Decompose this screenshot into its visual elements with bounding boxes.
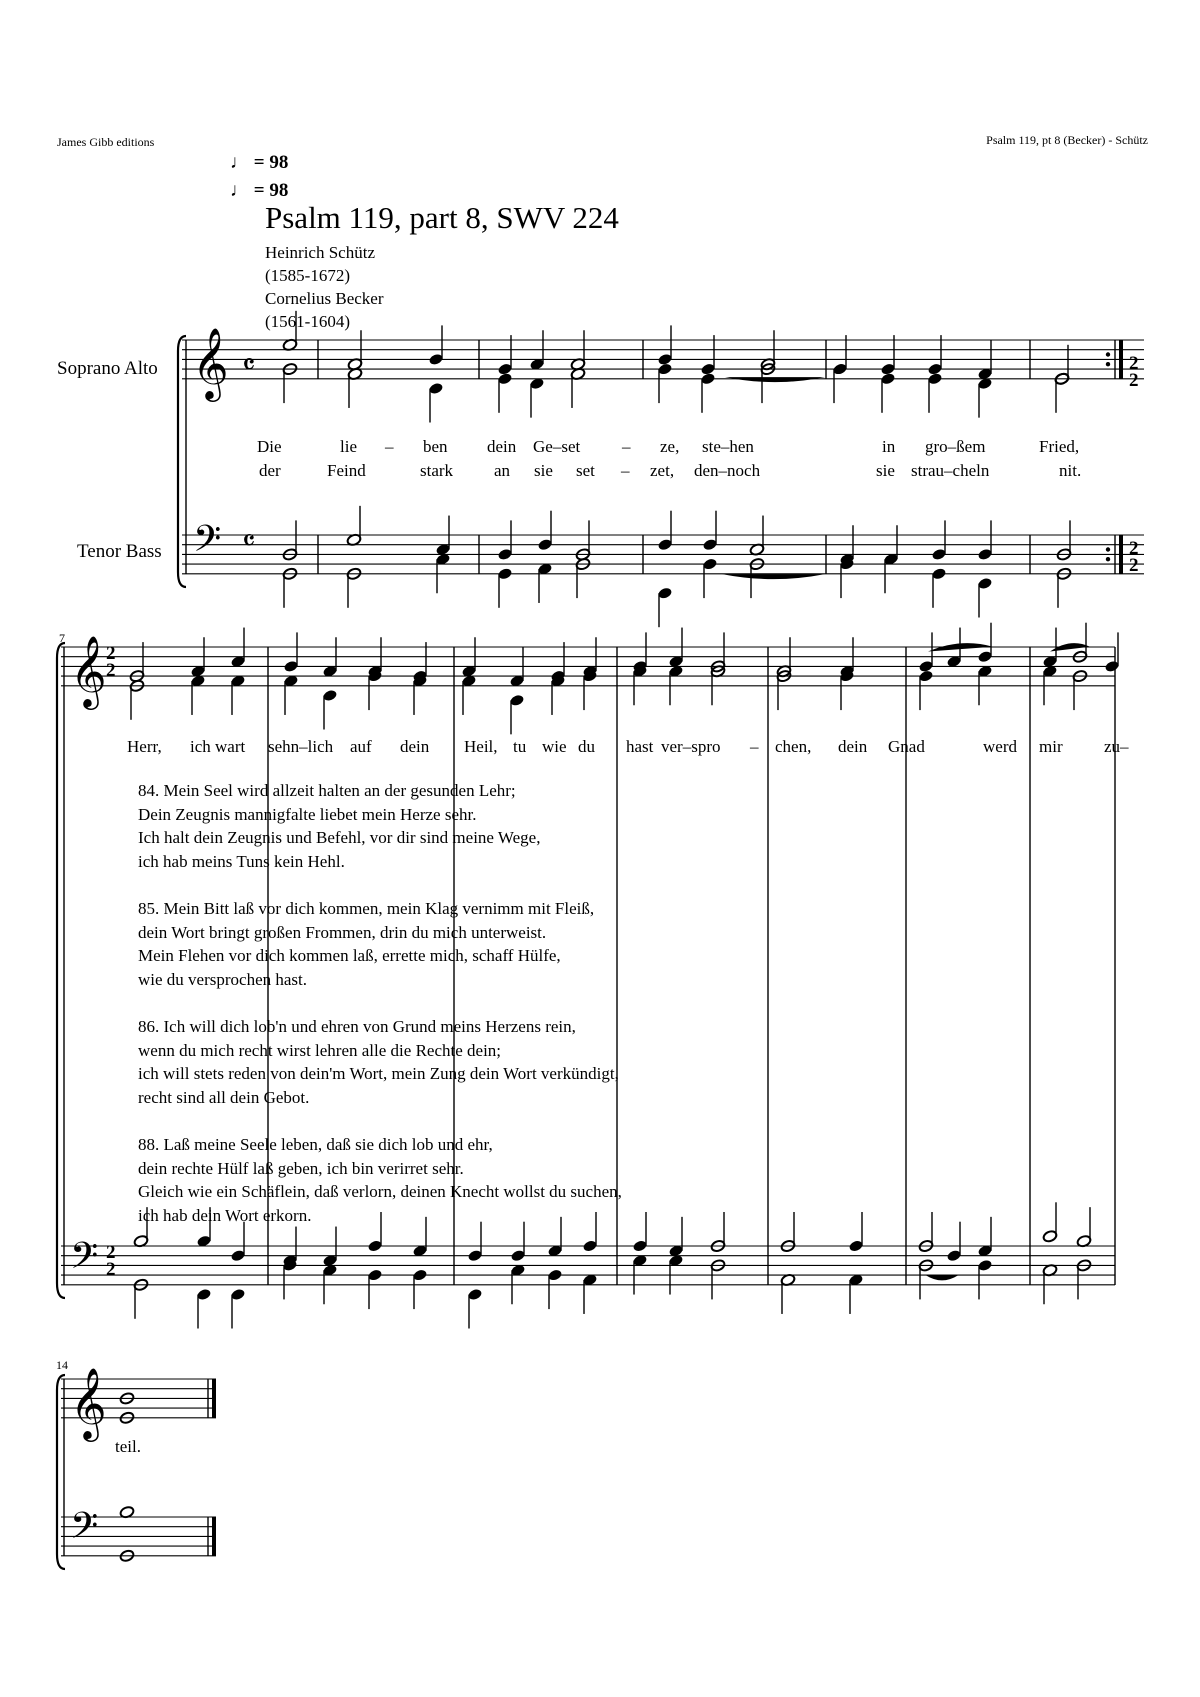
composer-name: Heinrich Schütz <box>265 243 375 262</box>
piece-title: Psalm 119, part 8, SWV 224 <box>265 200 619 235</box>
lyric-syllable: – <box>385 437 394 456</box>
lyric-syllable: zet, <box>650 461 675 480</box>
tempo-marking: ♩ = 98 <box>230 180 289 201</box>
treble-clef-icon: 𝄞 <box>192 326 229 399</box>
common-time-icon: 𝄴 <box>242 348 256 383</box>
lyric-syllable: dein <box>838 737 868 756</box>
lyric-syllable: lie <box>340 437 357 456</box>
verse-84: 84. Mein Seel wird allzeit halten an der gesunden Lehr; Dein Zeugnis mannigfalte liebet mein Herze sehr. Ich halt dein Zeugnis und Befehl, vor dir sind meine Wege, ich hab meins Tuns kein Hehl. <box>138 781 541 871</box>
lyric-syllable: der <box>259 461 281 480</box>
verse-86: 86. Ich will dich lob'n und ehren von Grund meins Herzens rein, wenn du mich recht wirst lehren alle die Rechte dein; ich will stets reden von dein'm Wort, mein Zung dein Wort verkündigt, recht sind all dein Gebot. <box>138 1017 619 1107</box>
composer-dates: (1585-1672) <box>265 266 350 285</box>
lyric-syllable: stark <box>420 461 454 480</box>
lyric-syllable: werd <box>983 737 1017 756</box>
tie <box>926 1275 958 1280</box>
lyric-syllable: den–noch <box>694 461 761 480</box>
lyric-syllable: Heil, <box>464 737 498 756</box>
lyric-syllable: teil. <box>115 1437 141 1456</box>
verse-85: 85. Mein Bitt laß vor dich kommen, mein Klag vernimm mit Fleiß, dein Wort bringt großen Frommen, drin du mich unterweist. Mein Flehen vor dich kommen laß, errette mich, schaff Hülfe, wie du versprochen hast. <box>138 899 595 989</box>
lyric-syllable: sehn–lich <box>268 737 334 756</box>
instrument-name-upper: Soprano Alto <box>57 358 158 379</box>
time-signature: 2 2 <box>106 643 116 681</box>
lyric-syllable: gro–ßem <box>925 437 986 456</box>
lyric-syllable: ver–spro <box>661 737 721 756</box>
tempo-marking: ♩ = 98 <box>230 152 289 173</box>
lyric-syllable: wie <box>542 737 567 756</box>
lyric-syllable: in <box>882 437 896 456</box>
header-right: Psalm 119, pt 8 (Becker) - Schütz <box>986 133 1148 147</box>
lyric-syllable: ben <box>423 437 448 456</box>
lyric-syllable: tu <box>513 737 527 756</box>
lyric-syllable: hast <box>626 737 654 756</box>
header-left: James Gibb editions <box>57 135 155 149</box>
instrument-name-lower: Tenor Bass <box>77 541 162 562</box>
lyric-syllable: auf <box>350 737 372 756</box>
poet-dates: (1561-1604) <box>265 312 350 331</box>
lyric-syllable: ich wart <box>190 737 246 756</box>
repeat-dot <box>1106 547 1110 551</box>
time-signature: 2 2 <box>1129 353 1139 391</box>
measure-number: 7 <box>59 631 65 645</box>
measure-number: 14 <box>56 1358 68 1372</box>
repeat-dot <box>1106 362 1110 366</box>
bass-clef-icon: 𝄢 <box>70 1505 99 1556</box>
lyric-syllable: set <box>576 461 595 480</box>
repeat-dot <box>1106 557 1110 561</box>
lyric-syllable: Fried, <box>1039 437 1080 456</box>
lyric-syllable: ze, <box>660 437 680 456</box>
lyric-syllable: Die <box>257 437 282 456</box>
lyric-syllable: ste–hen <box>702 437 754 456</box>
lyric-syllable: nit. <box>1059 461 1082 480</box>
lyric-syllable: mir <box>1039 737 1063 756</box>
treble-clef-icon: 𝄞 <box>70 1366 107 1439</box>
lyric-syllable: chen, <box>775 737 812 756</box>
verse-88: 88. Laß meine Seele leben, daß sie dich lob und ehr, dein rechte Hülf laß geben, ich bin verirret sehr. Gleich wie ein Schäflein, daß verlorn, deinen Knecht wollst du suchen, ich hab dein Wort erkorn. <box>138 1135 622 1225</box>
common-time-icon: 𝄴 <box>242 524 256 559</box>
lyric-syllable: – <box>750 737 759 756</box>
lyric-syllable: Herr, <box>127 737 162 756</box>
tie <box>725 377 825 382</box>
tie <box>722 574 825 579</box>
lyric-syllable: sie <box>876 461 895 480</box>
lyric-syllable: strau–cheln <box>911 461 990 480</box>
lyric-syllable: du <box>578 737 595 756</box>
lyric-syllable: Ge–set <box>533 437 581 456</box>
time-signature: 2 2 <box>1129 538 1139 576</box>
bass-clef-icon: 𝄢 <box>70 1235 99 1286</box>
bass-clef-icon: 𝄢 <box>193 518 222 569</box>
lyric-syllable: Gnad <box>888 737 925 756</box>
lyric-syllable: dein <box>487 437 517 456</box>
system-brace <box>178 336 186 587</box>
repeat-dot <box>1106 352 1110 356</box>
treble-clef-icon: 𝄞 <box>70 634 107 707</box>
lyric-syllable: zu– <box>1104 737 1129 756</box>
lyric-syllable: Feind <box>327 461 366 480</box>
lyric-syllable: an <box>494 461 511 480</box>
lyric-syllable: dein <box>400 737 430 756</box>
lyric-syllable: sie <box>534 461 553 480</box>
time-signature: 2 2 <box>106 1242 116 1280</box>
poet-name: Cornelius Becker <box>265 289 384 308</box>
lyric-syllable: – <box>622 437 631 456</box>
lyric-syllable: – <box>621 461 630 480</box>
